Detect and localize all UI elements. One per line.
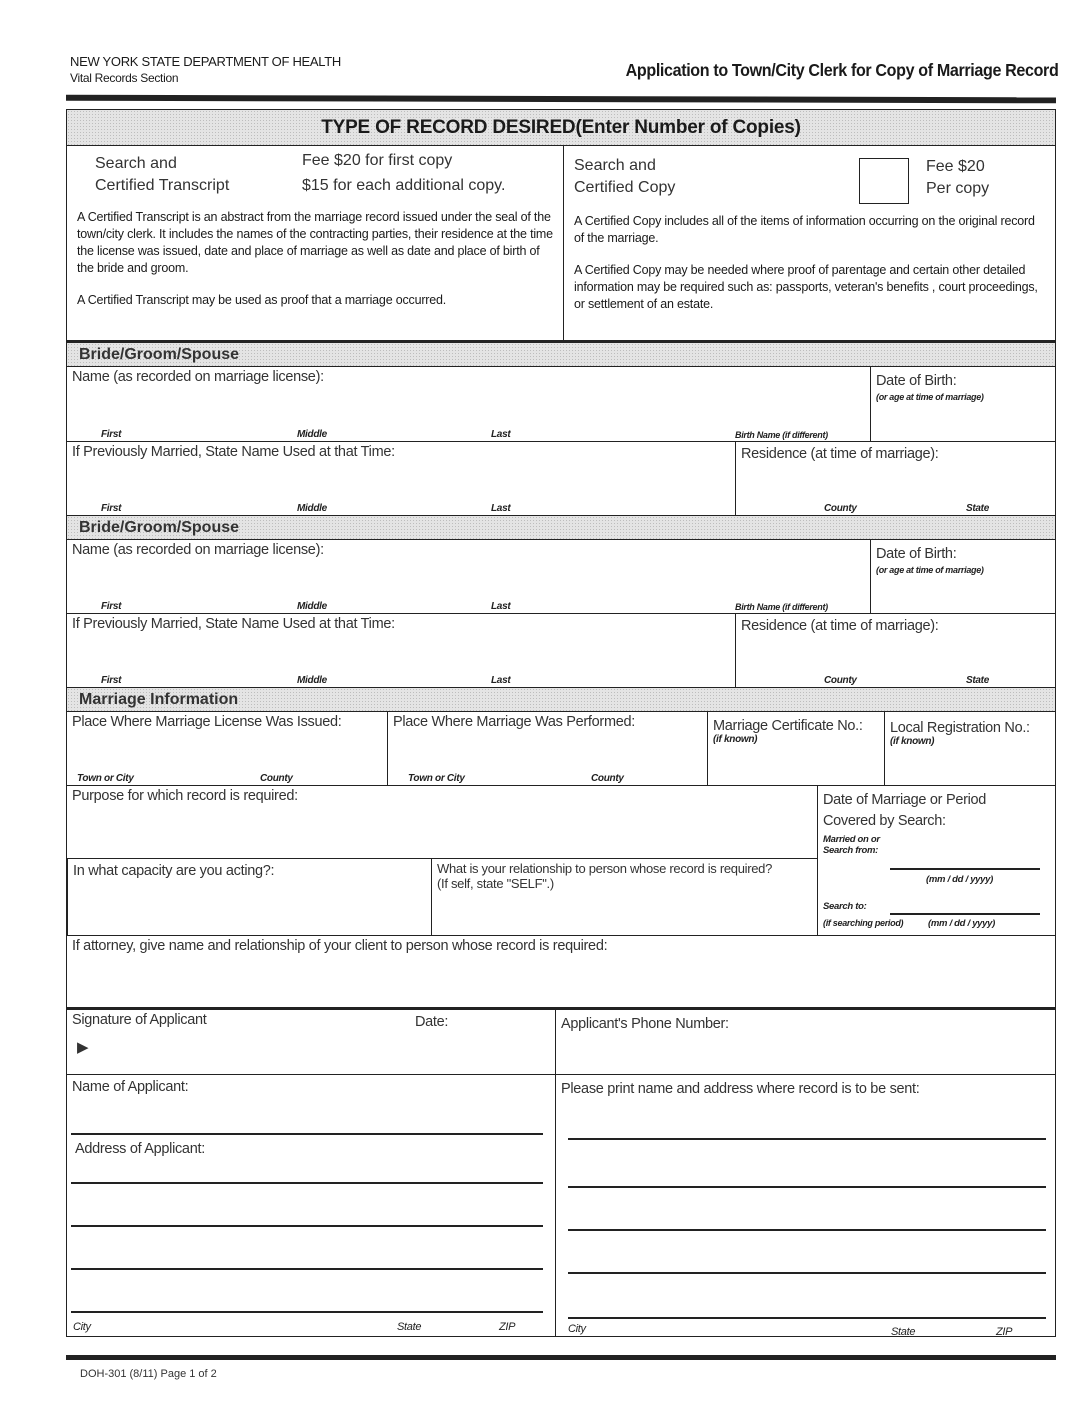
certified-transcript-option[interactable]	[67, 146, 564, 340]
copies-input-box[interactable]	[859, 158, 909, 204]
send-to-line-1[interactable]	[568, 1138, 1046, 1140]
local-registration-note: (if known)	[890, 736, 935, 747]
applicant-state-label: State	[397, 1321, 422, 1333]
certified-copy-option	[564, 146, 1055, 340]
footer-rule	[66, 1355, 1056, 1360]
application-form	[66, 109, 1056, 1337]
capacity-label: In what capacity are you acting?:	[73, 863, 275, 879]
spouse2-birthname-label: Birth Name (if different)	[735, 602, 828, 612]
send-to-line-5[interactable]	[568, 1317, 1046, 1319]
spouse2-prev-name-field[interactable]	[67, 614, 735, 687]
search-from-line[interactable]	[890, 868, 1040, 870]
agency-name: NEW YORK STATE DEPARTMENT OF HEALTH	[70, 54, 341, 69]
spouse2-heading: Bride/Groom/Spouse	[67, 516, 1055, 540]
signature-field[interactable]	[67, 1010, 555, 1074]
spouse2-dob-label: Date of Birth:	[876, 546, 957, 562]
send-to-line-3[interactable]	[568, 1229, 1046, 1231]
send-to-city-label: City	[568, 1323, 586, 1335]
spouse1-prev-middle: Middle	[297, 503, 327, 514]
applicant-name-line[interactable]	[71, 1133, 543, 1135]
spouse1-residence-field[interactable]	[735, 442, 1055, 515]
applicant-zip-label: ZIP	[499, 1321, 516, 1333]
transcript-description: A Certified Transcript is an abstract from the marriage record issued under the seal of the town/city clerk. It includes the names of the contracting parties, their residence at the time the license was issued, date and place of marriage as well as date and place of birth of the bride and groom.	[77, 210, 553, 275]
copy-usage: A Certified Copy may be needed where proof of parentage and certain other detailed information may be required such as: passports, veteran's benefits , court proceedings, or settlement of an estate.	[574, 263, 1038, 311]
type-of-record-options	[67, 146, 1055, 343]
spouse1-prev-row	[67, 442, 1055, 516]
certificate-number-note: (if known)	[713, 734, 758, 745]
spouse2-prev-last: Last	[491, 675, 511, 686]
agency-header	[70, 54, 341, 86]
spouse1-state-label: State	[966, 503, 989, 514]
spouse1-prev-first: First	[101, 503, 122, 514]
type-of-record-heading	[67, 110, 1055, 146]
spouse2-prev-label: If Previously Married, State Name Used at that Time:	[72, 616, 395, 632]
performed-place-field[interactable]	[387, 712, 707, 785]
spouse1-residence-label: Residence (at time of marriage):	[741, 446, 939, 462]
copy-fee: Fee $20	[926, 158, 985, 175]
send-to-label: Please print name and address where record is to be sent:	[561, 1081, 920, 1097]
date-label-1: Date of Marriage or Period	[823, 792, 987, 808]
performed-county-label: County	[591, 773, 624, 784]
form-title: Application to Town/City Clerk for Copy of Marriage Record	[625, 60, 1058, 80]
copy-fee-per: Per copy	[926, 180, 990, 197]
spouse2-name-field[interactable]	[67, 540, 870, 613]
transcript-title-2: Certified Transcript	[95, 177, 230, 194]
spouse2-state-label: State	[966, 675, 989, 686]
relationship-field[interactable]	[432, 859, 817, 936]
search-to-label: Search to:	[823, 901, 867, 912]
spouse1-prev-name-field[interactable]	[67, 442, 735, 515]
transcript-usage: A Certified Transcript may be used as proof that a marriage occurred.	[77, 293, 447, 307]
certificate-number-field[interactable]	[707, 712, 884, 785]
purpose-label: Purpose for which record is required:	[72, 788, 298, 804]
spouse2-prev-row	[67, 614, 1055, 688]
spouse1-county-label: County	[824, 503, 857, 514]
if-searching-label: (if searching period)	[823, 918, 904, 928]
header-rule	[66, 95, 1056, 104]
signature-date-label: Date:	[415, 1014, 449, 1030]
relationship-label: What is your relationship to person whose record is required?	[437, 861, 773, 876]
spouse2-last-label: Last	[491, 601, 511, 612]
spouse1-dob-field[interactable]	[870, 367, 1055, 441]
license-town-label: Town or City	[77, 773, 134, 784]
local-registration-field[interactable]	[884, 712, 1055, 785]
signature-row	[67, 1010, 1055, 1075]
spouse1-name-label: Name (as recorded on marriage license):	[72, 369, 324, 385]
spouse2-county-label: County	[824, 675, 857, 686]
spouse2-residence-label: Residence (at time of marriage):	[741, 618, 939, 634]
arrow-right-icon: ▶	[77, 1039, 89, 1056]
search-from-format: (mm / dd / yyyy)	[926, 874, 993, 885]
send-to-line-4[interactable]	[568, 1272, 1046, 1274]
spouse1-last-label: Last	[491, 429, 511, 440]
spouse2-name-row	[67, 540, 1055, 614]
purpose-field[interactable]	[67, 786, 817, 859]
spouse1-first-label: First	[101, 429, 122, 440]
applicant-address-label: Address of Applicant:	[75, 1141, 205, 1157]
married-on-label: Married on or	[823, 834, 880, 845]
relationship-note: (If self, state "SELF".)	[437, 876, 554, 891]
applicant-address-line-1[interactable]	[71, 1182, 543, 1184]
search-to-line[interactable]	[890, 913, 1040, 915]
address-block	[67, 1075, 1055, 1336]
license-place-label: Place Where Marriage License Was Issued:	[72, 714, 342, 730]
spouse1-middle-label: Middle	[297, 429, 327, 440]
spouse1-name-row	[67, 367, 1055, 442]
transcript-fee-additional: $15 for each additional copy.	[302, 177, 506, 194]
send-to-state-label: State	[891, 1326, 916, 1338]
copy-title-2: Certified Copy	[574, 179, 676, 196]
agency-section: Vital Records Section	[70, 71, 179, 85]
purpose-block	[67, 786, 1055, 936]
send-to-address	[555, 1075, 1055, 1336]
transcript-title-1: Search and	[95, 155, 177, 172]
spouse1-heading: Bride/Groom/Spouse	[67, 343, 1055, 367]
performed-town-label: Town or City	[408, 773, 465, 784]
license-county-label: County	[260, 773, 293, 784]
send-to-line-2[interactable]	[568, 1186, 1046, 1188]
form-id: DOH-301 (8/11) Page 1 of 2	[80, 1368, 217, 1380]
marriage-info-heading: Marriage Information	[67, 688, 1055, 712]
spouse2-dob-note: (or age at time of marriage)	[876, 565, 984, 575]
marriage-place-row	[67, 712, 1055, 786]
applicant-address-line-3[interactable]	[71, 1268, 543, 1270]
performed-place-label: Place Where Marriage Was Performed:	[393, 714, 635, 730]
applicant-address-line-2[interactable]	[71, 1225, 543, 1227]
applicant-city-label: City	[73, 1321, 91, 1333]
spouse2-residence-field[interactable]	[735, 614, 1055, 687]
search-from-label: Search from:	[823, 845, 879, 856]
send-to-zip-label: ZIP	[996, 1326, 1013, 1338]
spouse2-middle-label: Middle	[297, 601, 327, 612]
marriage-date-field[interactable]	[817, 786, 1055, 936]
spouse1-prev-label: If Previously Married, State Name Used at that Time:	[72, 444, 395, 460]
signature-label: Signature of Applicant	[72, 1012, 207, 1028]
applicant-address-line-4[interactable]	[71, 1311, 543, 1313]
capacity-field[interactable]	[67, 859, 432, 936]
applicant-name-address	[67, 1075, 555, 1336]
spouse1-birthname-label: Birth Name (if different)	[735, 430, 828, 440]
date-label-2: Covered by Search:	[823, 813, 946, 829]
spouse2-first-label: First	[101, 601, 122, 612]
spouse1-dob-note: (or age at time of marriage)	[876, 392, 984, 402]
certificate-number-label: Marriage Certificate No.:	[713, 718, 863, 734]
copy-description: A Certified Copy includes all of the items of information occurring on the original record of the marriage.	[574, 214, 1035, 245]
type-heading-main: TYPE OF RECORD DESIRED	[321, 116, 576, 138]
spouse1-dob-label: Date of Birth:	[876, 373, 957, 389]
spouse2-name-label: Name (as recorded on marriage license):	[72, 542, 324, 558]
spouse2-prev-middle: Middle	[297, 675, 327, 686]
applicant-name-label: Name of Applicant:	[72, 1079, 189, 1095]
phone-field[interactable]	[555, 1010, 1055, 1074]
local-registration-label: Local Registration No.:	[890, 720, 1030, 736]
spouse2-dob-field[interactable]	[870, 540, 1055, 613]
search-to-format: (mm / dd / yyyy)	[928, 918, 995, 929]
spouse1-prev-last: Last	[491, 503, 511, 514]
type-heading-note: (Enter Number of Copies)	[575, 116, 801, 138]
phone-label: Applicant's Phone Number:	[561, 1016, 729, 1032]
spouse2-prev-first: First	[101, 675, 122, 686]
license-place-field[interactable]	[67, 712, 387, 785]
transcript-fee-first: Fee $20 for first copy	[302, 152, 453, 169]
attorney-field[interactable]	[67, 936, 1055, 1010]
copy-title-1: Search and	[574, 157, 656, 174]
attorney-label: If attorney, give name and relationship of your client to person whose record is required:	[72, 938, 608, 954]
spouse1-name-field[interactable]	[67, 367, 870, 441]
